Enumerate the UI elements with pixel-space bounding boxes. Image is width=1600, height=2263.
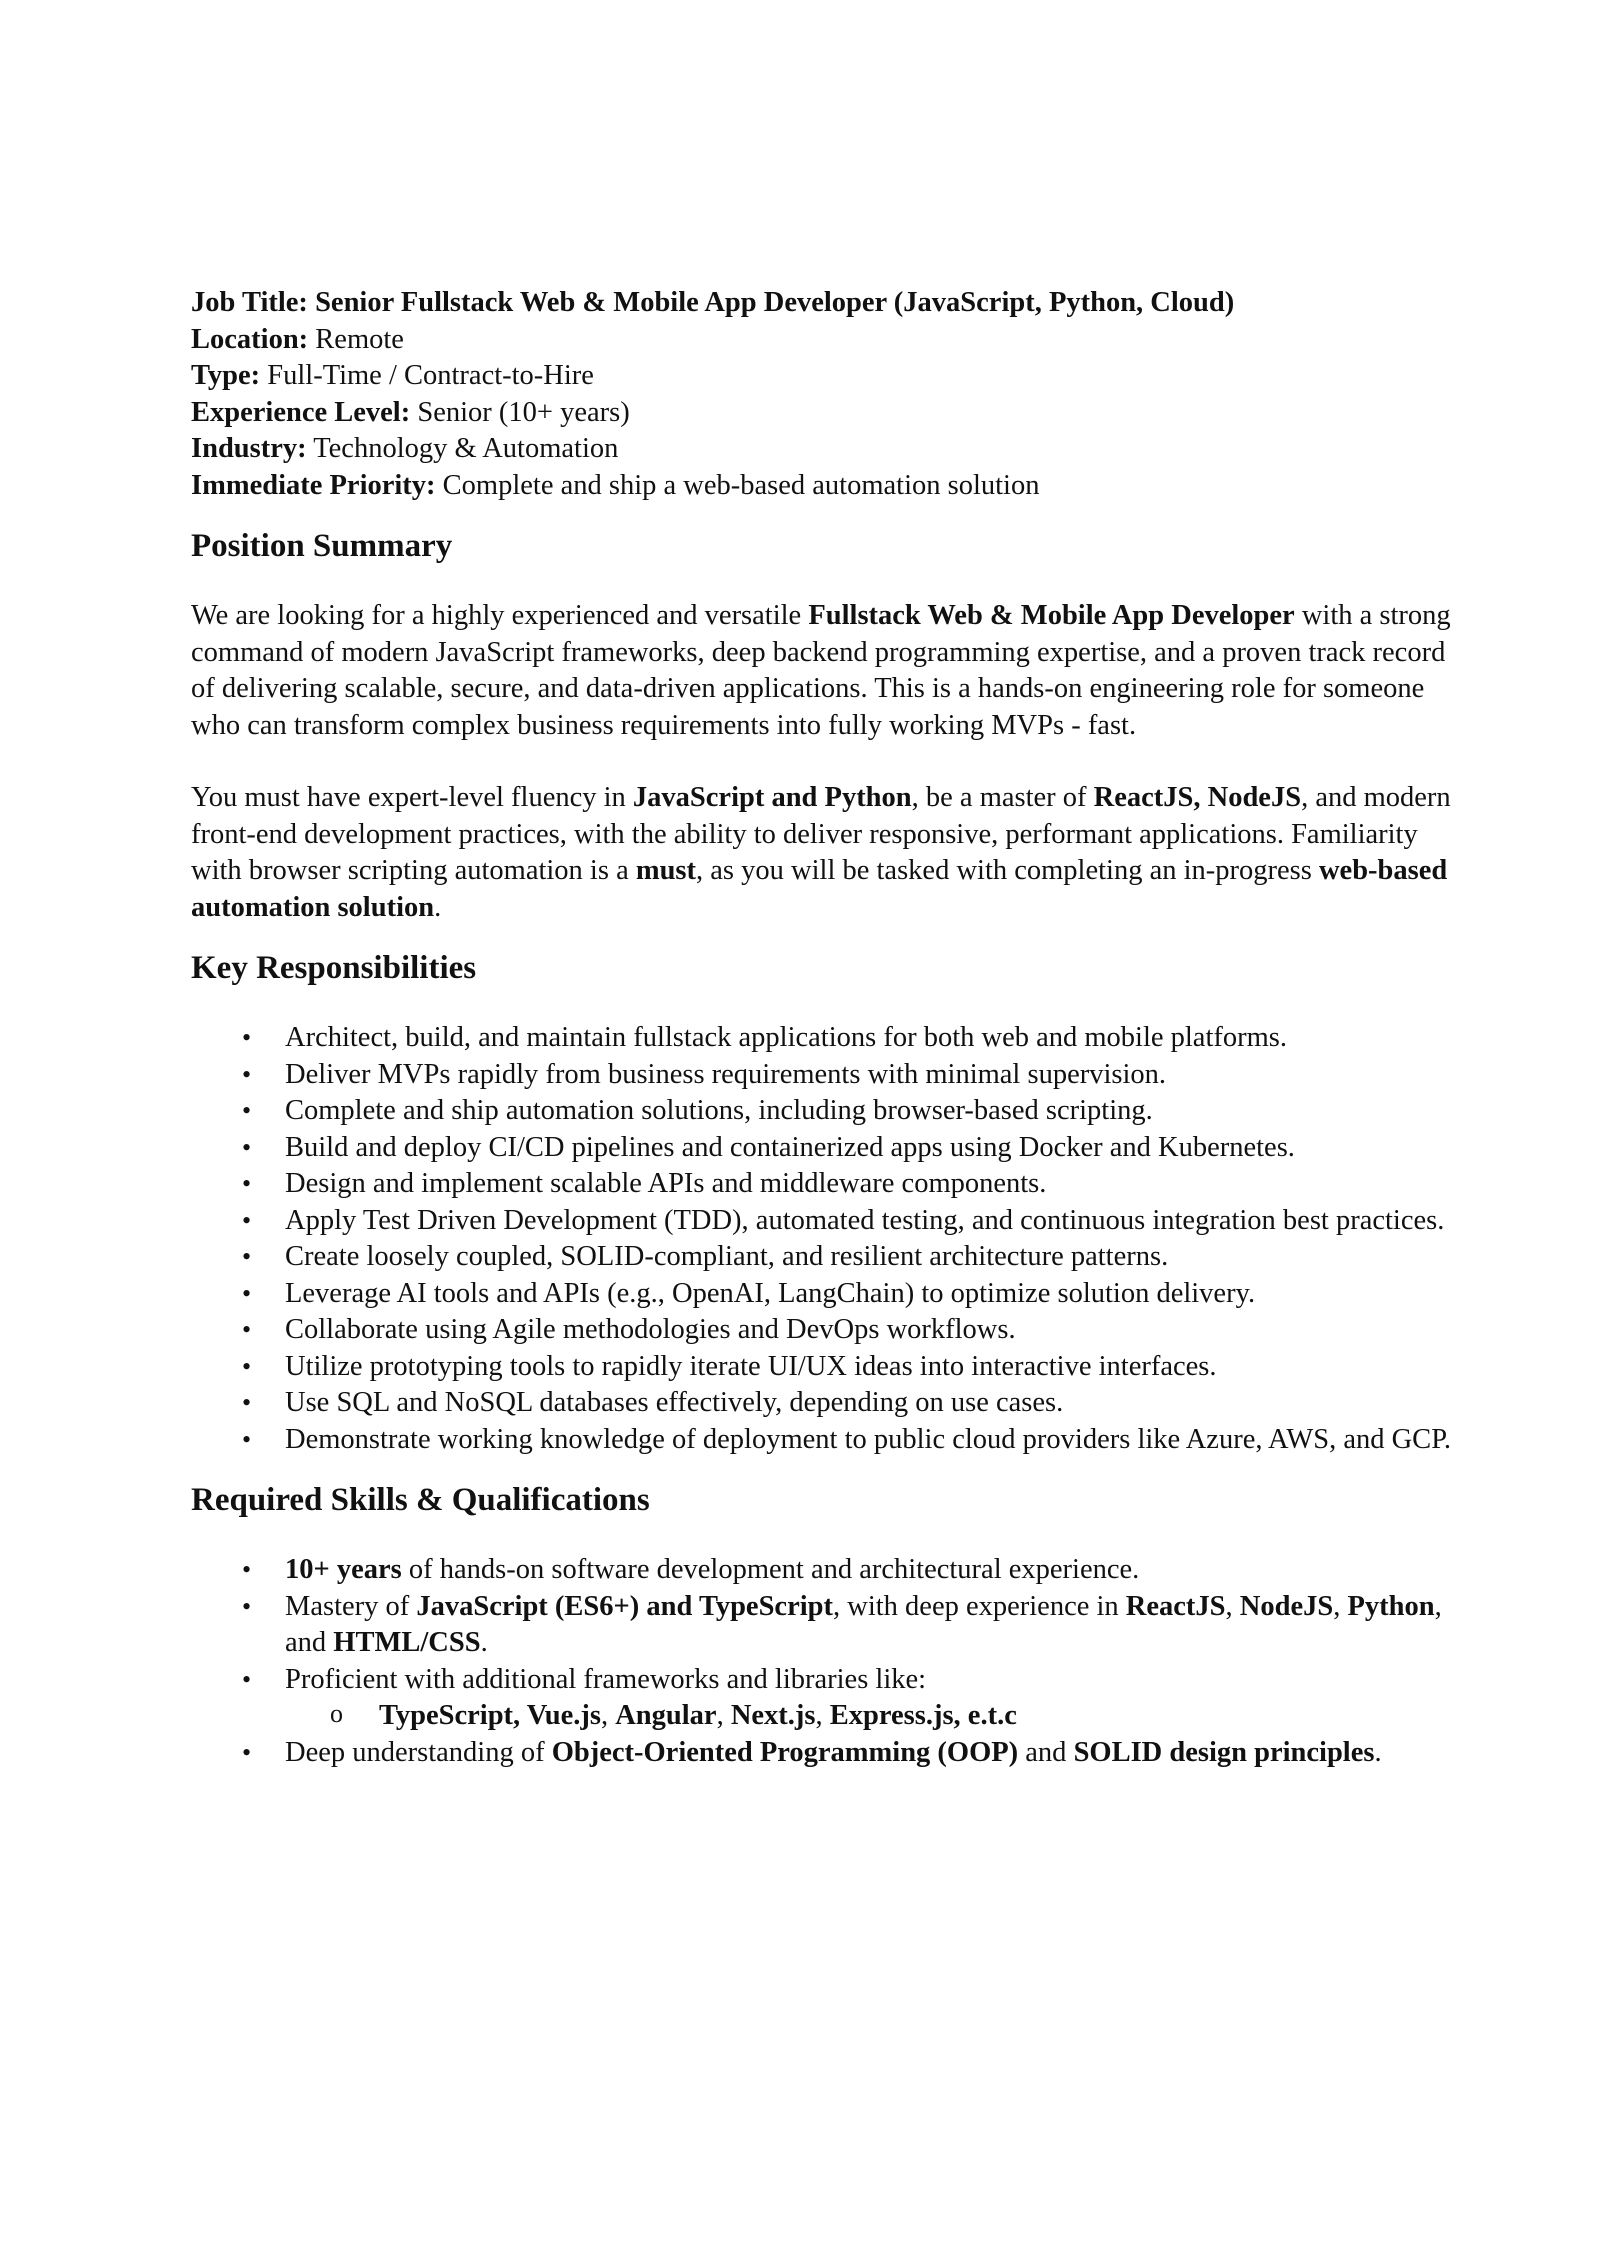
bold-text-run: Object-Oriented Programming (OOP) bbox=[551, 1736, 1019, 1768]
bold-text-run: Fullstack Web & Mobile App Developer bbox=[808, 600, 1295, 631]
bold-text-run: TypeScript, Vue.js bbox=[379, 1700, 601, 1731]
list-item: • Create loosely coupled, SOLID-compliant, and resilient architecture patterns. bbox=[191, 1239, 1451, 1276]
text-run: , and bbox=[285, 1590, 1442, 1658]
priority-line bbox=[191, 468, 1451, 505]
bold-text-run: HTML/CSS bbox=[333, 1627, 481, 1658]
industry-value: Technology & Automation bbox=[306, 433, 619, 464]
document-page bbox=[191, 285, 1451, 1771]
type-label: Type: bbox=[191, 360, 261, 391]
list-item: • Deliver MVPs rapidly from business requirements with minimal supervision. bbox=[191, 1057, 1451, 1094]
type-value: Full-Time / Contract-to-Hire bbox=[260, 360, 594, 391]
skills-list bbox=[191, 1552, 1451, 1771]
list-item bbox=[191, 1552, 1451, 1589]
location-label: Location: bbox=[191, 323, 309, 355]
text-run: Proficient with additional frameworks and libraries like: bbox=[285, 1663, 927, 1695]
bold-text-run: Angular bbox=[615, 1700, 717, 1731]
list-item: • Build and deploy CI/CD pipelines and containerized apps using Docker and Kubernetes. bbox=[191, 1130, 1451, 1167]
job-header bbox=[191, 285, 1451, 504]
text-run: and bbox=[1018, 1736, 1074, 1768]
summary-paragraph-2 bbox=[191, 780, 1451, 926]
text-run: . bbox=[480, 1627, 488, 1658]
text-run: , bbox=[1225, 1590, 1240, 1622]
key-responsibilities-heading: Key Responsibilities bbox=[191, 950, 477, 986]
required-skills-heading: Required Skills & Qualifications bbox=[191, 1482, 650, 1518]
type-line bbox=[191, 358, 1451, 395]
text-run: , bbox=[1333, 1590, 1348, 1622]
priority-value: Complete and ship a web-based automation solution bbox=[435, 469, 1040, 501]
list-item-text bbox=[285, 1664, 926, 1695]
bold-text-run: NodeJS bbox=[1239, 1590, 1334, 1622]
text-run: . bbox=[1374, 1736, 1382, 1768]
job-title-label: Job Title: bbox=[191, 287, 316, 318]
bold-text-run: Next.js bbox=[730, 1700, 816, 1731]
text-run: , and modern front-end development practices, with the ability to deliver responsive, performant applications. Familiarity with browser scripting automation is a bbox=[191, 782, 1451, 886]
bold-text-run: SOLID design principles bbox=[1073, 1736, 1375, 1768]
text-run: . bbox=[434, 891, 442, 923]
bold-text-run: JavaScript (ES6+) and TypeScript bbox=[416, 1590, 833, 1622]
text-run: , with deep experience in bbox=[833, 1590, 1126, 1622]
location-line bbox=[191, 322, 1451, 359]
list-item: • Use SQL and NoSQL databases effectively, depending on use cases. bbox=[191, 1385, 1451, 1422]
list-item: • Leverage AI tools and APIs (e.g., OpenAI, LangChain) to optimize solution delivery. bbox=[191, 1276, 1451, 1313]
experience-value: Senior (10+ years) bbox=[410, 396, 630, 428]
bold-text-run: Python bbox=[1347, 1590, 1435, 1622]
list-item: • Utilize prototyping tools to rapidly iterate UI/UX ideas into interactive interfaces. bbox=[191, 1349, 1451, 1386]
bold-text-run: JavaScript and Python bbox=[632, 782, 912, 813]
location-value: Remote bbox=[308, 323, 404, 355]
list-item: • Design and implement scalable APIs and middleware components. bbox=[191, 1166, 1451, 1203]
text-run: We are looking for a highly experienced and versatile bbox=[191, 600, 809, 631]
bold-text-run: ReactJS bbox=[1125, 1590, 1226, 1622]
text-run: , as you will be tasked with completing an in-progress bbox=[696, 855, 1319, 886]
list-item: • Demonstrate working knowledge of deployment to public cloud providers like Azure, AWS, and GCP. bbox=[191, 1422, 1451, 1459]
text-run: , bbox=[600, 1700, 616, 1731]
bold-text-run: Express.js, e.t.c bbox=[829, 1700, 1017, 1731]
text-run: You must have expert-level fluency in bbox=[191, 782, 633, 813]
list-item: • Collaborate using Agile methodologies and DevOps workflows. bbox=[191, 1312, 1451, 1349]
bold-text-run: must bbox=[635, 855, 697, 886]
list-item: • Architect, build, and maintain fullstack applications for both web and mobile platforms. bbox=[191, 1020, 1451, 1057]
list-item bbox=[191, 1662, 1451, 1735]
priority-label: Immediate Priority: bbox=[191, 469, 436, 501]
responsibilities-list bbox=[191, 1020, 1451, 1458]
industry-label: Industry: bbox=[191, 433, 307, 464]
text-run: Deep understanding of bbox=[285, 1736, 552, 1768]
summary-paragraph-1 bbox=[191, 598, 1451, 744]
list-item: • Apply Test Driven Development (TDD), automated testing, and continuous integration best practices. bbox=[191, 1203, 1451, 1240]
text-run: , be a master of bbox=[911, 782, 1094, 813]
text-run: Mastery of bbox=[285, 1590, 417, 1622]
bold-text-run: ReactJS, NodeJS bbox=[1093, 782, 1302, 813]
list-item bbox=[191, 1589, 1451, 1662]
list-item: • Complete and ship automation solutions, including browser-based scripting. bbox=[191, 1093, 1451, 1130]
sublist-item bbox=[285, 1698, 1451, 1735]
bold-text-run: web-based automation solution bbox=[191, 855, 1448, 923]
text-run: with a strong command of modern JavaScript frameworks, deep backend programming expertise, and a proven track record of delivering scalable, secure, and data-driven applications. This is a hands-on engineering role for someone who can transform complex business requirements into fully working MVPs - fast. bbox=[191, 600, 1451, 741]
text-run: , bbox=[815, 1700, 830, 1731]
industry-line bbox=[191, 431, 1451, 468]
frameworks-sublist bbox=[285, 1698, 1451, 1735]
job-title-line bbox=[191, 285, 1451, 322]
list-item bbox=[191, 1735, 1451, 1772]
bold-text-run: 10+ years bbox=[285, 1554, 402, 1585]
experience-label: Experience Level: bbox=[191, 396, 411, 428]
position-summary-heading: Position Summary bbox=[191, 528, 453, 564]
experience-line bbox=[191, 395, 1451, 432]
text-run: of hands-on software development and architectural experience. bbox=[401, 1554, 1140, 1585]
text-run: , bbox=[716, 1700, 731, 1731]
job-title-value: Senior Fullstack Web & Mobile App Developer (JavaScript, Python, Cloud) bbox=[315, 287, 1235, 318]
